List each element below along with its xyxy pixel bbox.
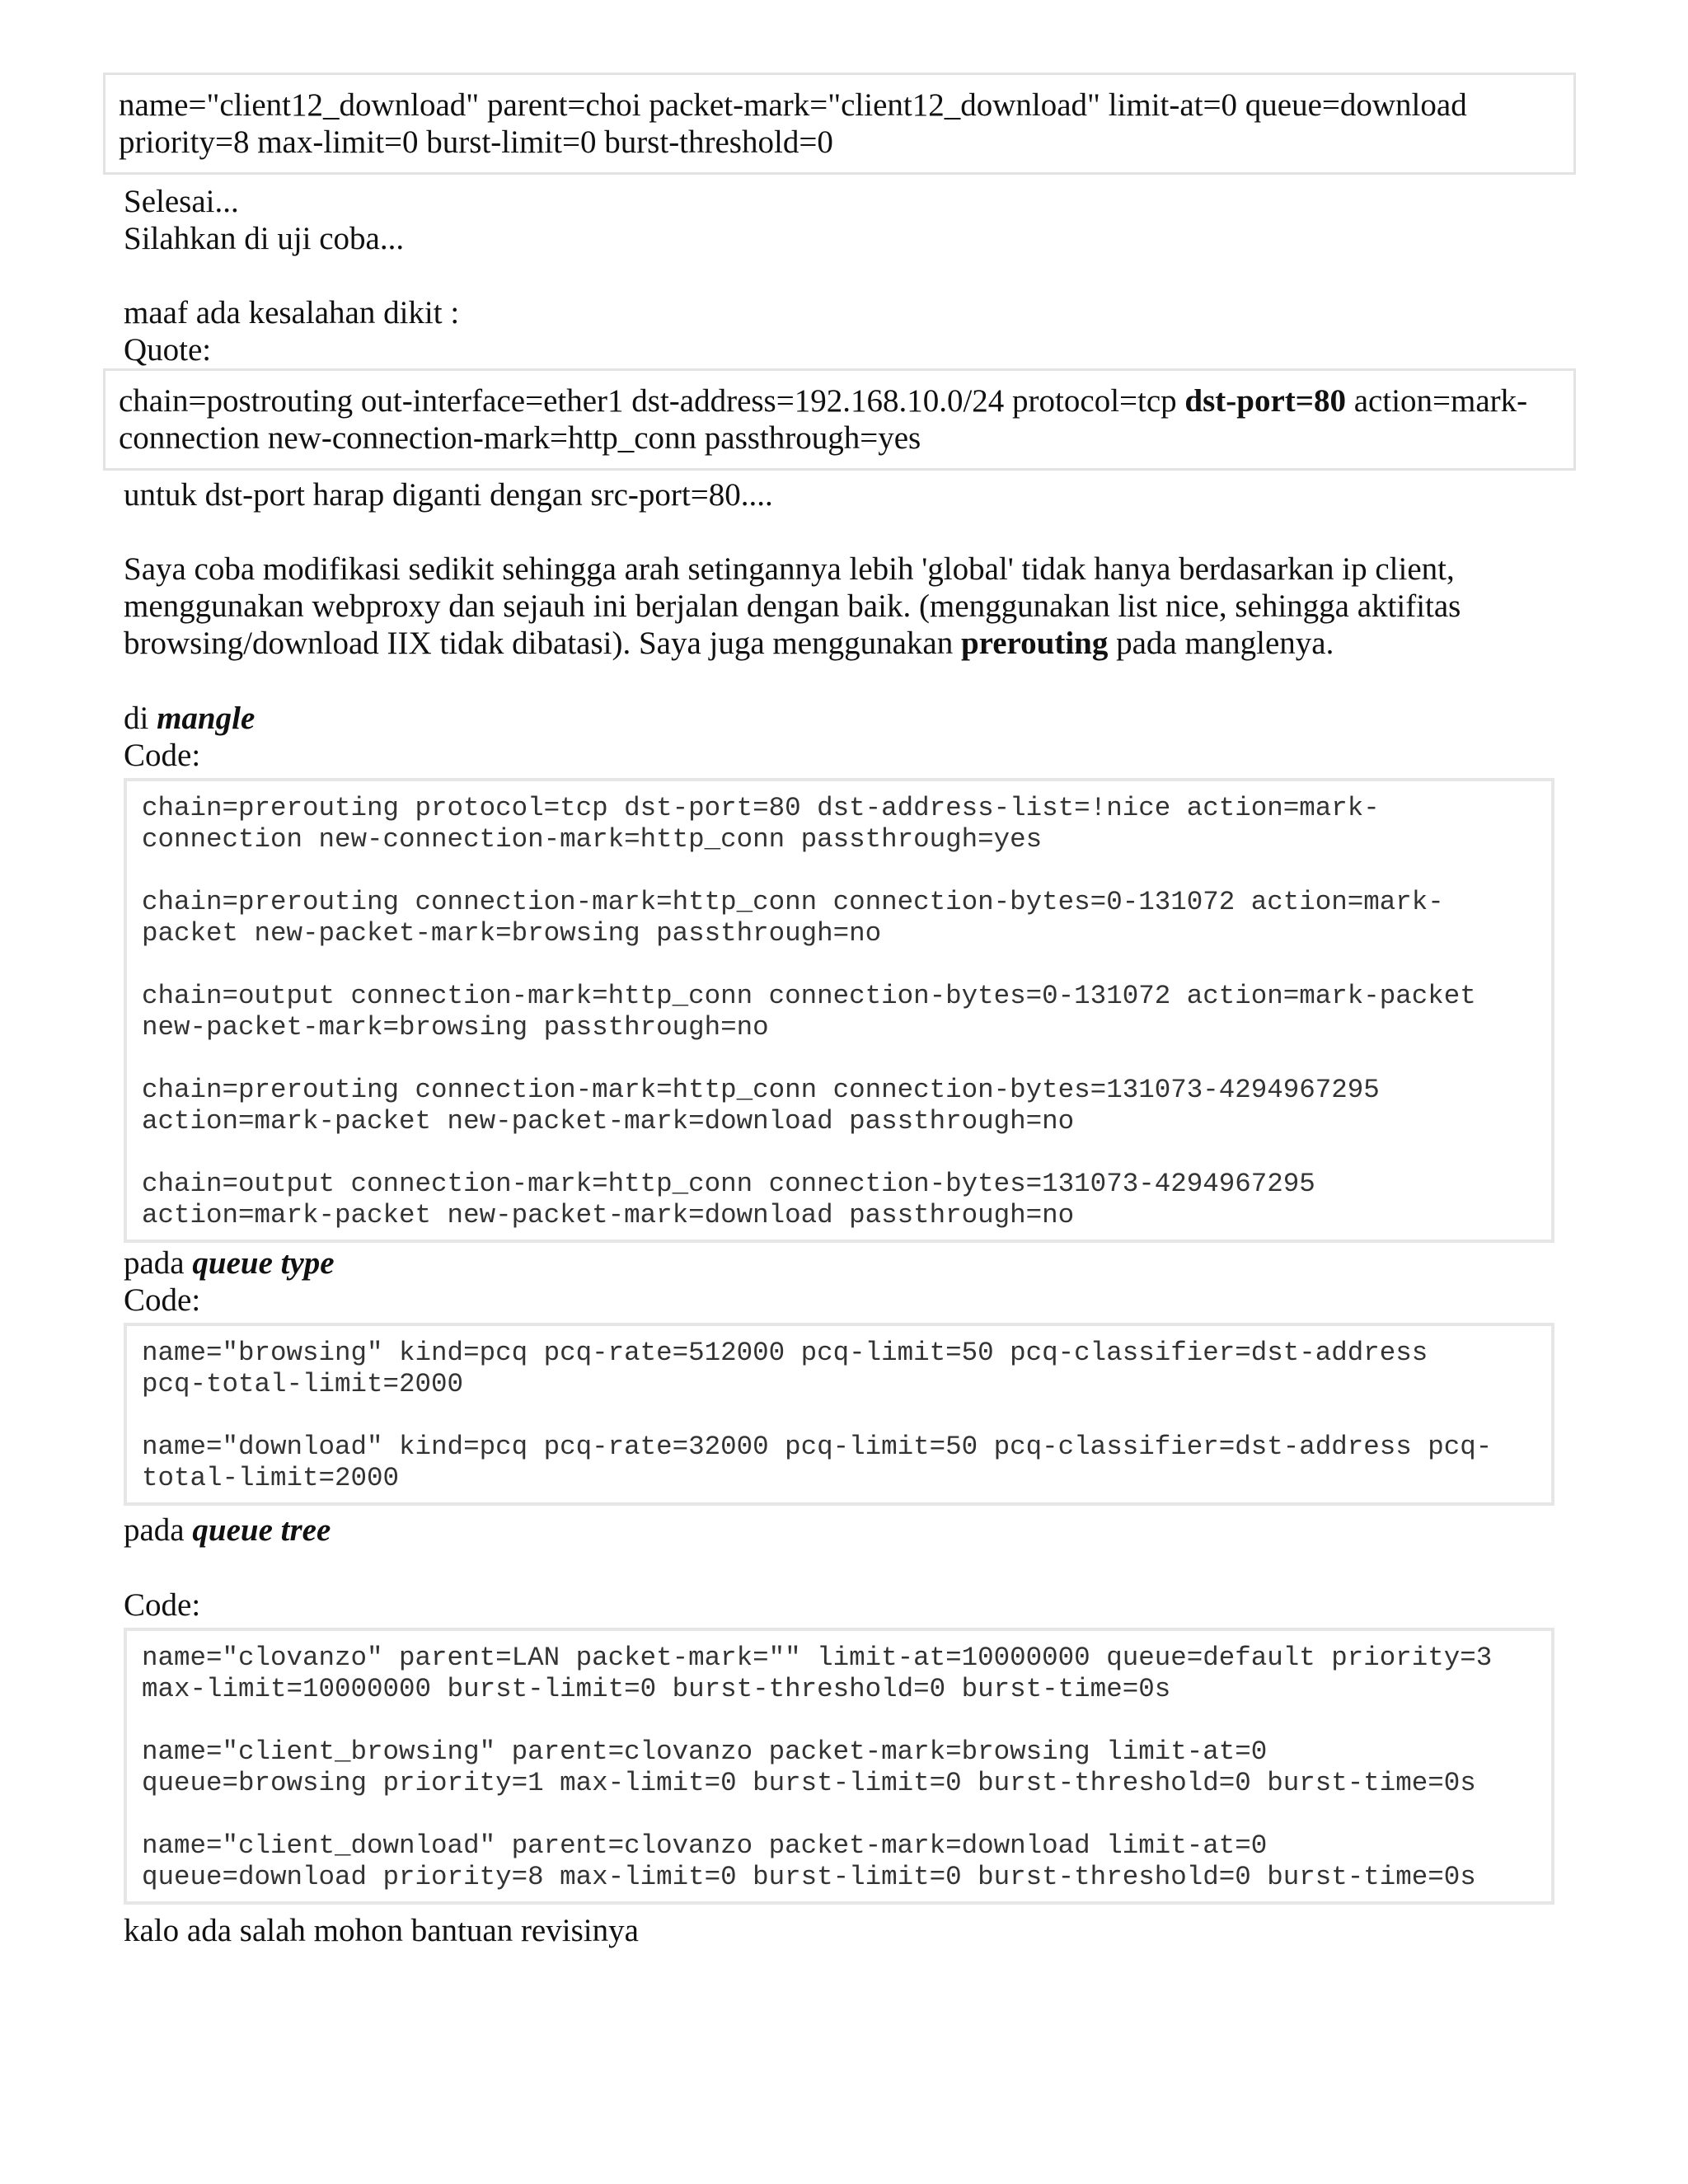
heading-bold-italic: queue tree [192,1512,331,1548]
queue-tree-code-label-block [124,1586,1574,1624]
quote-line: priority=8 max-limit=0 burst-limit=0 burst-threshold=0 [119,124,833,160]
code-blank-line [142,855,1536,887]
correction-intro [124,294,1574,368]
code-line: queue=browsing priority=1 max-limit=0 burst-limit=0 burst-threshold=0 burst-time=0s [142,1768,1476,1798]
code-blank-line [142,1043,1536,1075]
queue-type-heading [124,1244,1574,1282]
code-line: connection new-connection-mark=http_conn passthrough=yes [142,824,1043,855]
quote-label: Quote: [124,332,212,368]
code-block-queue-tree [124,1628,1554,1905]
explain-line [124,625,1574,662]
text-silahkan: Silahkan di uji coba... [124,221,405,256]
code-label: Code: [124,738,201,773]
code-line: new-packet-mark=browsing passthrough=no [142,1012,769,1043]
code-line: queue=download priority=8 max-limit=0 burst-limit=0 burst-threshold=0 burst-time=0s [142,1862,1476,1892]
code-line: name="client_browsing" parent=clovanzo packet-mark=browsing limit-at=0 [142,1736,1268,1767]
code-line: action=mark-packet new-packet-mark=download passthrough=no [142,1106,1075,1137]
explanation-paragraph [124,551,1574,662]
code-blank-line [142,1705,1536,1736]
quote-line: name="client12_download" parent=choi packet-mark="client12_download" limit-at=0 queue=download [119,87,1467,123]
quote-bold-text: dst-port=80 [1184,383,1346,419]
heading-bold-italic: mangle [157,701,256,736]
explain-line: menggunakan webproxy dan sejauh ini berjalan dengan baik. (menggunakan list nice, sehingga aktifitas [124,588,1461,624]
code-line: total-limit=2000 [142,1463,400,1493]
heading-text: di [124,701,157,736]
quote-block-postrouting [103,368,1576,471]
code-line: chain=output connection-mark=http_conn connection-bytes=131073-4294967295 [142,1169,1315,1199]
code-label: Code: [124,1282,201,1318]
text-closing: kalo ada salah mohon bantuan revisinya [124,1913,639,1948]
code-line: name="browsing" kind=pcq pcq-rate=512000 pcq-limit=50 pcq-classifier=dst-address [142,1338,1428,1368]
code-blank-line [142,949,1536,981]
code-block-mangle [124,778,1554,1243]
closing-notes [124,183,1574,257]
quote-line [119,382,1560,419]
mangle-heading-block [124,700,1574,774]
code-line: name="clovanzo" parent=LAN packet-mark="" limit-at=10000000 queue=default priority=3 [142,1643,1493,1673]
heading-text: pada [124,1512,193,1548]
code-line: max-limit=10000000 burst-limit=0 burst-threshold=0 burst-time=0s [142,1674,1171,1704]
quote-line: connection new-connection-mark=http_conn passthrough=yes [119,420,921,456]
fix-note [124,476,1574,513]
code-line: action=mark-packet new-packet-mark=download passthrough=no [142,1200,1075,1230]
text-fix-note: untuk dst-port harap diganti dengan src-port=80.... [124,477,773,513]
text-maaf: maaf ada kesalahan dikit : [124,295,460,330]
code-line: chain=prerouting connection-mark=http_conn connection-bytes=0-131072 action=mark- [142,887,1444,917]
queue-tree-heading [124,1511,1574,1549]
closing-request [124,1912,1574,1949]
code-block-queue-type [124,1323,1554,1506]
code-line: chain=output connection-mark=http_conn connection-bytes=0-131072 action=mark-packet [142,981,1476,1011]
code-line: name="download" kind=pcq pcq-rate=32000 pcq-limit=50 pcq-classifier=dst-address pcq- [142,1432,1493,1462]
code-label: Code: [124,1587,201,1623]
text-selesai: Selesai... [124,184,239,219]
code-line: name="client_download" parent=clovanzo packet-mark=download limit-at=0 [142,1830,1268,1861]
code-line: packet new-packet-mark=browsing passthrough=no [142,918,882,949]
code-blank-line [142,1400,1536,1432]
code-blank-line [142,1799,1536,1830]
code-line: pcq-total-limit=2000 [142,1369,464,1399]
code-line: chain=prerouting protocol=tcp dst-port=80 dst-address-list=!nice action=mark- [142,793,1380,823]
heading-text: pada [124,1245,193,1281]
queue-type-heading-block [124,1244,1574,1319]
quote-text: action=mark- [1345,383,1528,419]
code-line: chain=prerouting connection-mark=http_conn connection-bytes=131073-4294967295 [142,1075,1380,1105]
queue-tree-heading-block [124,1511,1574,1549]
quote-text: chain=postrouting out-interface=ether1 dst-address=192.168.10.0/24 protocol=tcp [119,383,1185,419]
heading-bold-italic: queue type [192,1245,335,1281]
quote-block-client12-download [103,73,1576,175]
code-blank-line [142,1137,1536,1169]
explain-text: browsing/download IIX tidak dibatasi). Saya juga menggunakan [124,626,961,661]
explain-line: Saya coba modifikasi sedikit sehingga arah setingannya lebih 'global' tidak hanya berdasarkan ip client, [124,551,1455,587]
explain-bold-text: prerouting [960,626,1109,661]
explain-text: pada manglenya. [1108,626,1334,661]
mangle-heading [124,700,1574,737]
